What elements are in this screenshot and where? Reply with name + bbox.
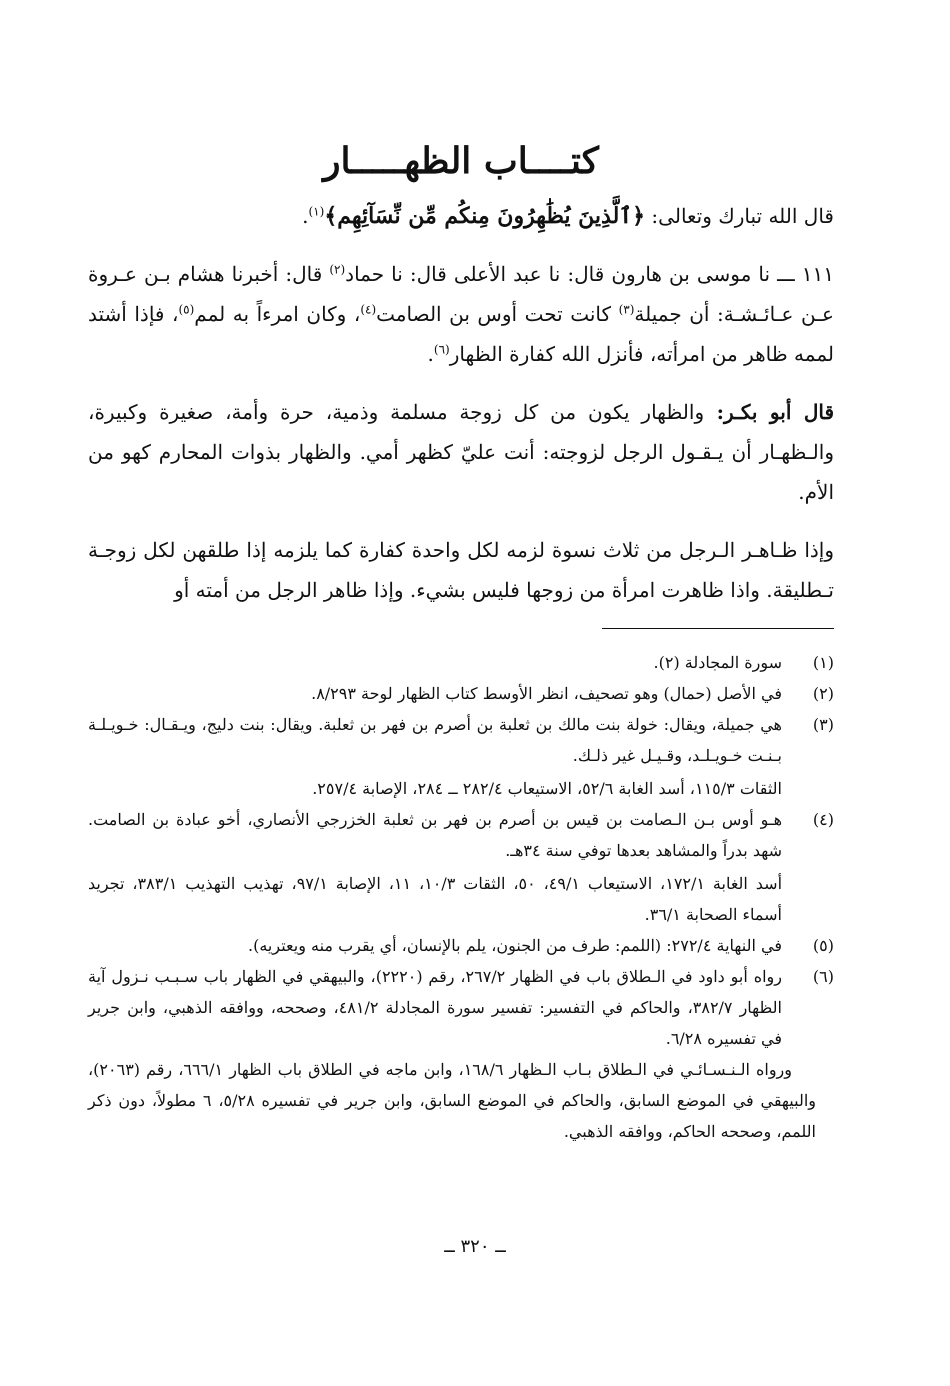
footnote-ref: (٣): [618, 302, 635, 317]
footnotes-section: [88, 647, 834, 1147]
hadith-paragraph: [88, 254, 834, 374]
footnote-ref: (٦): [433, 342, 450, 357]
hadith-text: ١١١ ـــ نا موسى بن هارون قال: نا عبد الأعلى قال: نا حماد: [345, 262, 834, 287]
footnote-ref: (٤): [360, 302, 377, 317]
footnote-ref: (٥): [178, 302, 195, 317]
intro-prefix: قال الله تبارك وتعالى:: [645, 204, 834, 229]
footnote-text: في الأصل (حمال) وهو تصحيف، انظر الأوسط كتاب الظهار لوحة ٨/٢٩٣.: [311, 684, 782, 704]
footnote-2: [88, 678, 834, 709]
hadith-text: قال: أخبرنا هشام بـن عـروة عـن عـائـشـة: أن جميلة: [88, 262, 834, 327]
intro-suffix: .: [302, 204, 309, 229]
footnote-body: [88, 709, 782, 804]
paragraph-three: وإذا ظـاهـر الـرجل من ثلاث نسوة لزمه لكل واحدة كفارة كما يلزمه إذا طلقهن لكل زوجـة تـطليقة. واذا ظاهرت امرأة من زوجها فليس بشيء. وإذا ظاهر الرجل من أمته أو: [88, 538, 834, 603]
footnote-continuation: ورواه الـنـسـائـي في الـطلاق بـاب الـظهار ١٦٨/٦، وابن ماجه في الطلاق باب الظهار ٦٦٦/١، رقم (٢٠٦٣)، والبيهقي في الموضع السابق، والحاكم في الموضع السابق، وابن جرير في تفسيره ٥/٢٨، ٦ مطولاً، دون ذكر اللمم، وصححه الحاكم، ووافقه الذهبي.: [88, 1060, 817, 1142]
footnote-number: (٦): [812, 967, 834, 987]
footnote-number: (٣): [812, 715, 834, 735]
quran-verse: ﴿ٱلَّذِينَ يُظَٰهِرُونَ مِنكُم مِّن نِّسَآئِهِم﴾: [324, 203, 646, 230]
footnote-number: (٥): [812, 936, 834, 956]
hadith-text: ، فإذا أشتد لممه ظاهر من امرأته، فأنزل الله كفارة الظهار: [88, 302, 834, 367]
footnote-text: هـو أوس بـن الـصامت بن قيس بن أصرم بن فهر بن ثعلبة الخزرجي الأنصاري، أخو عبادة بن الصامت. شهد بدراً والمشاهد بعدها توفي سنة ٣٤هـ.: [88, 810, 782, 861]
footnote-6: [88, 961, 834, 1054]
footnote-3: [88, 709, 834, 804]
footnote-number: (٤): [812, 810, 834, 830]
quran-intro: [88, 199, 834, 234]
page-body: [88, 140, 834, 1147]
page-number: ــ ٣٢٠ ــ: [444, 1236, 506, 1257]
footnote-number: (١): [812, 653, 834, 673]
abubakr-lead: قال أبو بكـر:: [704, 400, 835, 425]
footnote-4: [88, 804, 834, 930]
chapter-title: كتــــاب الظهـــــار: [323, 140, 599, 182]
footnote-1: [88, 647, 834, 678]
footnote-sources: الثقات ١١٥/٣، أسد الغابة ٥٢/٦، الاستيعاب ٢٨٢/٤ ــ ٢٨٤، الإصابة ٢٥٧/٤.: [312, 779, 782, 799]
abubakr-paragraph: [88, 392, 834, 512]
footnote-body: [88, 804, 782, 930]
footnote-text: سورة المجادلة (٢).: [653, 653, 782, 673]
footnote-sources: أسد الغابة ١٧٢/١، الاستيعاب ٤٩/١، ٥٠، الثقات ١٠/٣، ١١، الإصابة ٩٧/١، تهذيب التهذيب ٣٨٣/١، تجريد أسماء الصحابة ٣٦/١.: [88, 874, 783, 925]
footnote-ref: (١): [308, 204, 325, 219]
footnote-5: [88, 930, 834, 961]
hadith-text: .: [427, 342, 434, 367]
footnote-text: في النهاية ٢٧٢/٤: (اللمم: طرف من الجنون، يلم بالإنسان، أي يقرب منه ويعتريه).: [248, 936, 782, 956]
hadith-text: كانت تحت أوس بن الصامت: [376, 302, 619, 327]
footnote-text: هي جميلة، ويقال: خولة بنت مالك بن ثعلبة بن أصرم بن فهر بن ثعلبة. ويقال: بنت دليج، ويـقـال: خـويـلـة بـنـت خـويـلـد، وقـيـل غير ذلـك.: [88, 715, 782, 766]
footnote-divider: [602, 628, 834, 629]
footnote-ref: (٢): [329, 262, 346, 277]
hadith-text: ، وكان امرءاً به لمم: [194, 302, 361, 327]
footnote-number: (٢): [812, 684, 834, 704]
footnote-text: رواه أبو داود في الـطلاق باب في الظهار ٢٦٧/٢، رقم (٢٢٢٠)، والبيهقي في الظهار باب سـبـب نـزول آية الظهار ٣٨٢/٧، والحاكم في التفسير: تفسير سورة المجادلة ٤٨١/٢، وصححه، ووافقه الذهبي، وابن جرير في تفسيره ٦/٢٨.: [88, 967, 783, 1049]
abubakr-text: والظهار يكون من كل زوجة مسلمة وذمية، حرة وأمة، صغيرة وكبيرة، والـظهـار أن يـقـول الرجل لزوجته: أنت عليّ كظهر أمي. والظهار بذوات المحارم كهو من الأم.: [88, 400, 834, 505]
